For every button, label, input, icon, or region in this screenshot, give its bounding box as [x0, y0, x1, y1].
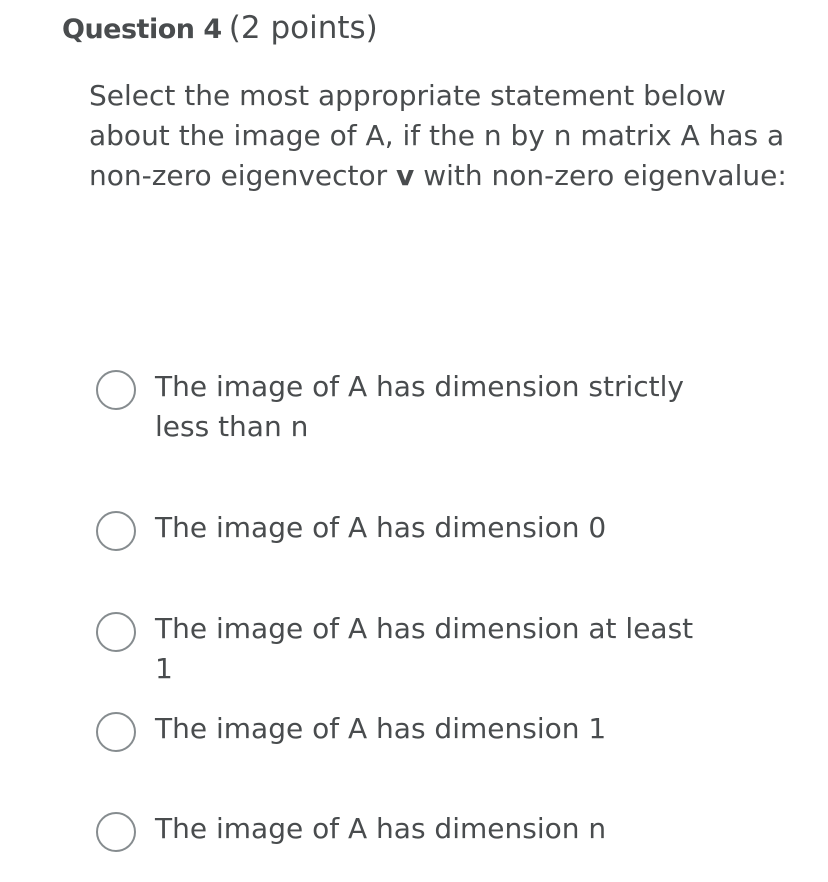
question-header [62, 10, 378, 46]
prompt-text-start: Select the most appropriate statement below about the image of A, if the n by n matrix A has a non-zero eigenvector [89, 79, 785, 192]
radio-button[interactable] [96, 370, 136, 410]
prompt-eigenvector-symbol: v [396, 159, 415, 192]
answer-option-4[interactable] [96, 709, 796, 752]
radio-button[interactable] [96, 612, 136, 652]
answer-option-1[interactable] [96, 367, 796, 447]
option-label[interactable]: The image of A has dimension n [155, 812, 607, 845]
question-prompt [89, 76, 809, 196]
question-points: (2 points) [228, 10, 378, 46]
option-label[interactable]: The image of A has dimension strictly less than n [155, 370, 684, 443]
question-title: Question 4 [62, 14, 222, 45]
answer-option-5[interactable] [96, 809, 796, 852]
prompt-text-end: with non-zero eigenvalue: [414, 159, 787, 192]
option-label[interactable]: The image of A has dimension at least 1 [155, 612, 694, 685]
answer-option-2[interactable] [96, 508, 796, 551]
option-label[interactable]: The image of A has dimension 1 [155, 712, 607, 745]
radio-button[interactable] [96, 712, 136, 752]
answer-option-3[interactable] [96, 609, 796, 689]
option-label[interactable]: The image of A has dimension 0 [155, 511, 607, 544]
radio-button[interactable] [96, 511, 136, 551]
radio-button[interactable] [96, 812, 136, 852]
